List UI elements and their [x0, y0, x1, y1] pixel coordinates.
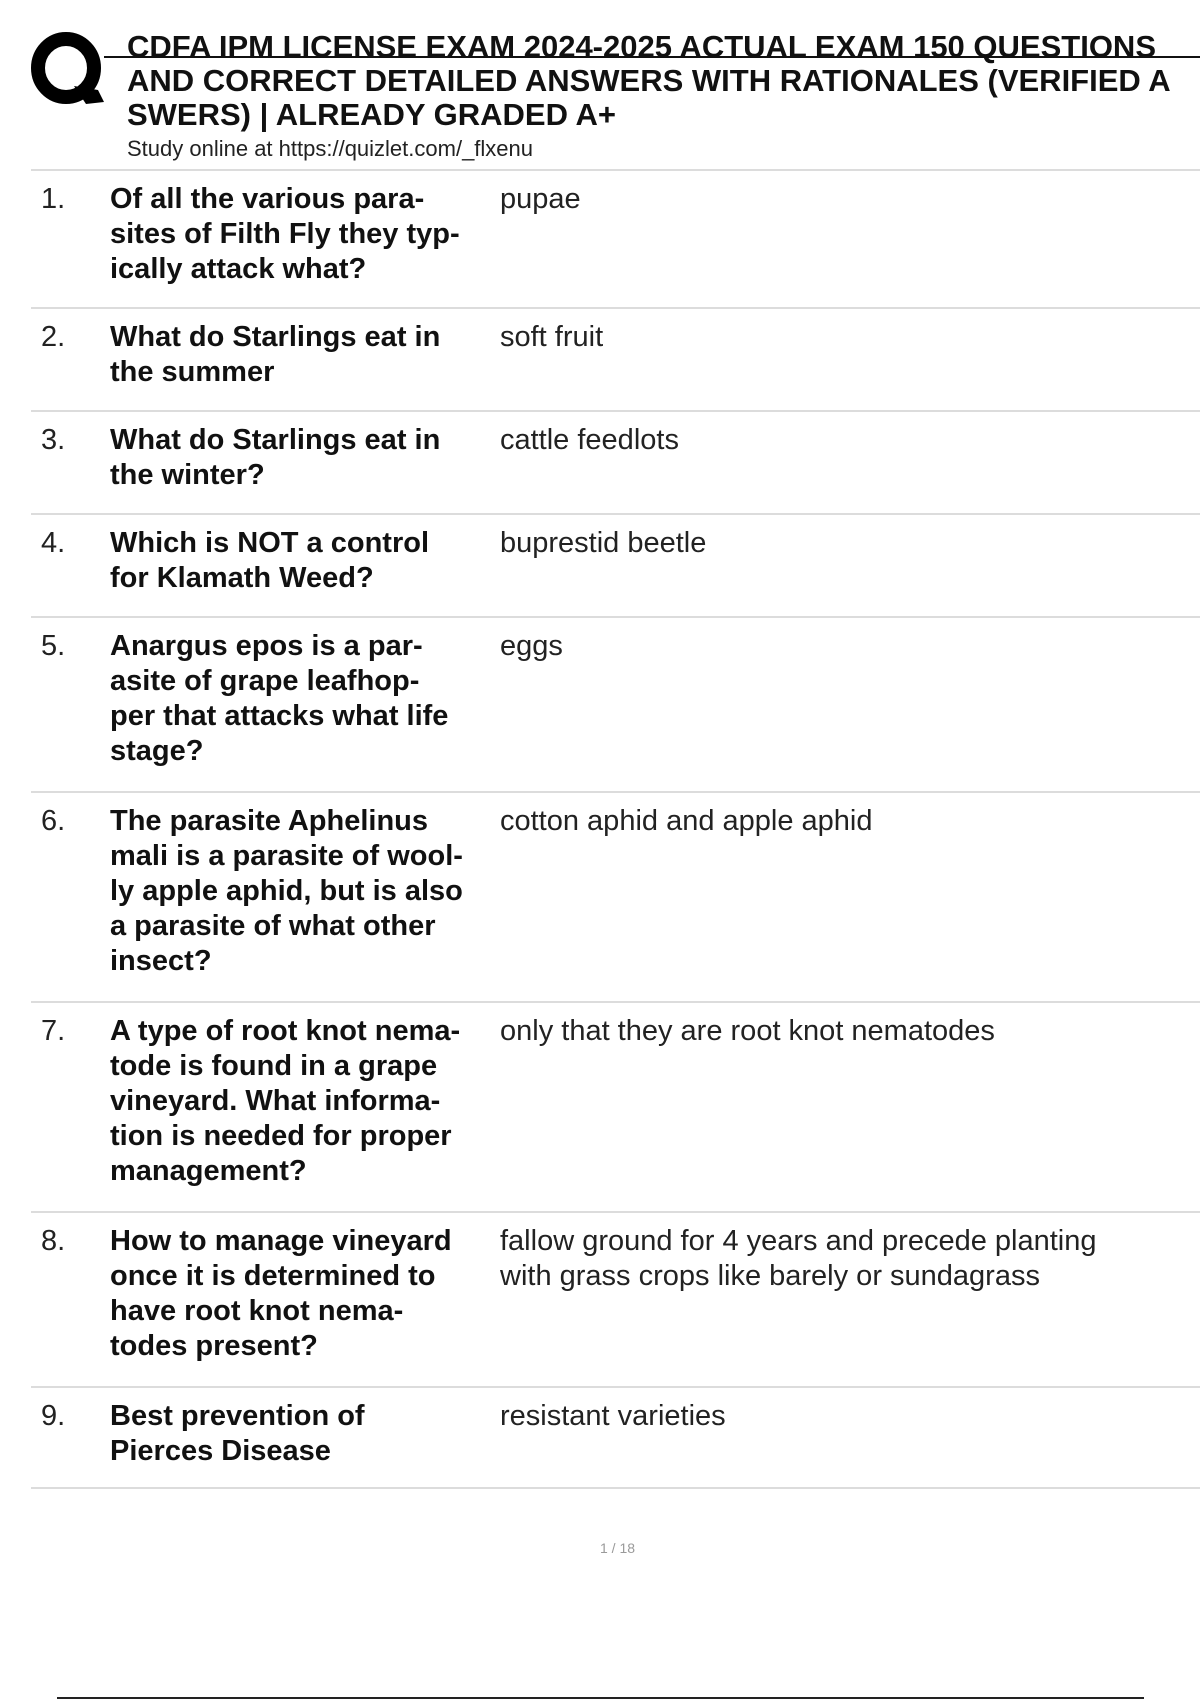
- question-number: 2.: [41, 321, 66, 353]
- question-text: [110, 1014, 530, 1189]
- answer-text: [500, 1399, 1200, 1434]
- question-line: a parasite of what other: [110, 910, 436, 942]
- question-line: for Klamath Weed?: [110, 562, 374, 594]
- question-line: Anargus epos is a par-: [110, 630, 423, 662]
- qa-row: [31, 169, 1200, 307]
- question-number: 4.: [41, 527, 66, 559]
- question-line: How to manage vineyard: [110, 1225, 452, 1257]
- answer-line: with grass crops like barely or sundagrass: [500, 1260, 1040, 1292]
- question-line: the winter?: [110, 459, 265, 491]
- question-text: [110, 526, 530, 596]
- question-line: Pierces Disease: [110, 1435, 331, 1467]
- answer-line: pupae: [500, 183, 581, 215]
- question-line: stage?: [110, 735, 204, 767]
- title-line: AND CORRECT DETAILED ANSWERS WITH RATIONALES (VERIFIED A: [127, 63, 1171, 98]
- study-online-link[interactable]: Study online at https://quizlet.com/_flxenu: [127, 136, 534, 161]
- question-number: 6.: [41, 805, 66, 837]
- question-line: tode is found in a grape: [110, 1050, 438, 1082]
- question-text: [110, 1399, 530, 1469]
- answer-line: resistant varieties: [500, 1400, 726, 1432]
- answer-line: cattle feedlots: [500, 424, 679, 456]
- qa-row: [31, 791, 1200, 1001]
- question-line: once it is determined to: [110, 1260, 436, 1292]
- question-line: What do Starlings eat in: [110, 424, 441, 456]
- footer-rule: [57, 1697, 1144, 1699]
- answer-text: [500, 1224, 1200, 1294]
- answer-line: fallow ground for 4 years and precede planting: [500, 1225, 1097, 1257]
- qa-row: [31, 410, 1200, 513]
- title-line: CDFA IPM LICENSE EXAM 2024-2025 ACTUAL EXAM 150 QUESTIONS: [127, 30, 1156, 64]
- question-text: [110, 423, 530, 493]
- question-number: 7.: [41, 1015, 66, 1047]
- page-number: 1 / 18: [599, 1540, 636, 1556]
- question-line: ly apple aphid, but is also: [110, 875, 463, 907]
- answer-line: only that they are root knot nematodes: [500, 1015, 995, 1047]
- question-line: tion is needed for proper: [110, 1120, 452, 1152]
- question-number: 3.: [41, 424, 66, 456]
- answer-text: [500, 182, 1200, 217]
- answer-text: [500, 423, 1200, 458]
- question-line: A type of root knot nema-: [110, 1015, 461, 1047]
- question-number: 1.: [41, 183, 66, 215]
- qa-row: [31, 513, 1200, 616]
- question-line: have root knot nema-: [110, 1295, 404, 1327]
- question-line: todes present?: [110, 1330, 318, 1362]
- answer-line: soft fruit: [500, 321, 604, 353]
- question-line: asite of grape leafhop-: [110, 665, 420, 697]
- answer-line: eggs: [500, 630, 563, 662]
- question-answer-list: [31, 169, 1200, 1489]
- question-text: [110, 182, 530, 287]
- answer-line: buprestid beetle: [500, 527, 707, 559]
- question-line: vineyard. What informa-: [110, 1085, 441, 1117]
- question-text: [110, 1224, 530, 1364]
- qa-row: [31, 1386, 1200, 1489]
- answer-text: [500, 320, 1200, 355]
- question-line: What do Starlings eat in: [110, 321, 441, 353]
- question-number: 5.: [41, 630, 66, 662]
- question-number: 8.: [41, 1225, 66, 1257]
- document-title: [127, 30, 1200, 132]
- question-line: per that attacks what life: [110, 700, 449, 732]
- qa-row: [31, 1001, 1200, 1211]
- question-line: insect?: [110, 945, 212, 977]
- qa-row: [31, 616, 1200, 791]
- question-line: Of all the various para-: [110, 183, 425, 215]
- question-line: Which is NOT a control: [110, 527, 430, 559]
- quizlet-q-logo-icon: [30, 30, 106, 114]
- question-line: Best prevention of: [110, 1400, 365, 1432]
- answer-text: [500, 526, 1200, 561]
- question-number: 9.: [41, 1400, 66, 1432]
- question-line: sites of Filth Fly they typ-: [110, 218, 460, 250]
- question-line: the summer: [110, 356, 275, 388]
- qa-row: [31, 307, 1200, 410]
- question-line: The parasite Aphelinus: [110, 805, 428, 837]
- question-text: [110, 804, 530, 979]
- title-line: SWERS) | ALREADY GRADED A+: [127, 97, 616, 132]
- question-line: mali is a parasite of wool-: [110, 840, 463, 872]
- answer-text: [500, 804, 1200, 839]
- answer-text: [500, 1014, 1200, 1049]
- question-text: [110, 320, 530, 390]
- qa-row: [31, 1211, 1200, 1386]
- question-text: [110, 629, 530, 769]
- question-line: management?: [110, 1155, 307, 1187]
- question-line: ically attack what?: [110, 253, 367, 285]
- answer-line: cotton aphid and apple aphid: [500, 805, 873, 837]
- answer-text: [500, 629, 1200, 664]
